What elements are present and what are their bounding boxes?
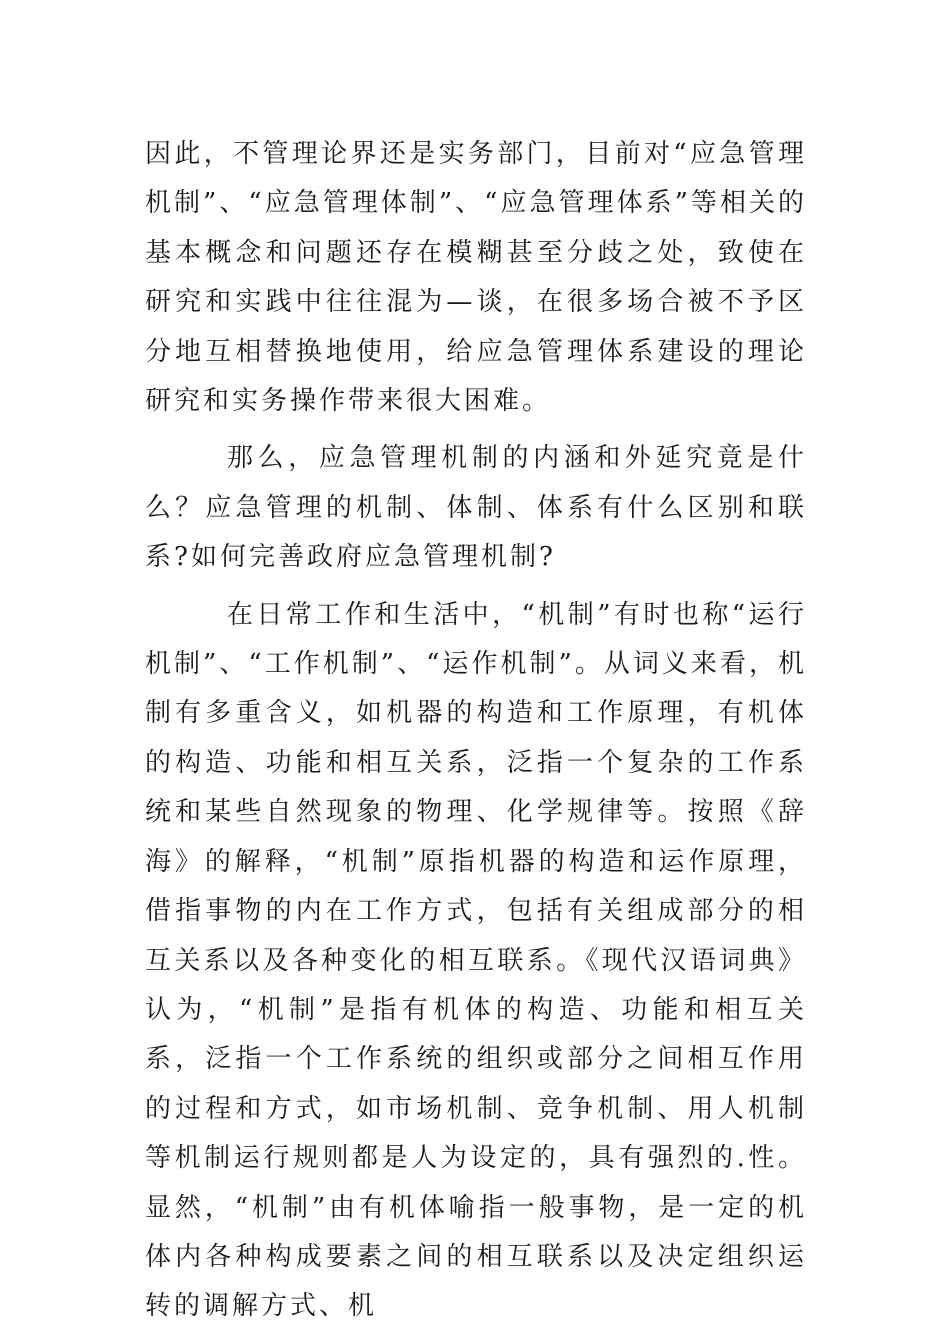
paragraph-2: 那么，应急管理机制的内涵和外延究竟是什么？应急管理的机制、体制、体系有什么区别和联系?如何完善政府应急管理机制? [145, 443, 807, 573]
document-body [145, 130, 807, 1340]
paragraph-3: 在日常工作和生活中，“机制”有时也称“运行机制”、“工作机制”、“运作机制”。从词义来看，机制有多重含义，如机器的构造和工作原理，有机体的构造、功能和相互关系，泛指一个复杂的工作系统和某些自然现象的物理、化学规律等。按照《辞海》的解释，“机制”原指机器的构造和运作原理，借指事物的内在工作方式，包括有关组成部分的相互关系以及各种变化的相互联系。《现代汉语词典》认为，“机制”是指有机体的构造、功能和相互关系，泛指一个工作系统的组织或部分之间相互作用的过程和方式，如市场机制、竞争机制、用人机制等机制运行规则都是人为设定的，具有强烈的.性。显然，“机制”由有机体喻指一般事物，是一定的机体内各种构成要素之间的相互联系以及决定组织运转的调解方式、机 [145, 599, 807, 1322]
paragraph-1: 因此，不管理论界还是实务部门，目前对“应急管理机制”、“应急管理体制”、“应急管理体系”等相关的基本概念和问题还存在模糊甚至分歧之处，致使在研究和实践中往往混为—谈，在很多场合被不予区分地互相替换地使用，给应急管理体系建设的理论研究和实务操作带来很大困难。 [145, 139, 807, 417]
